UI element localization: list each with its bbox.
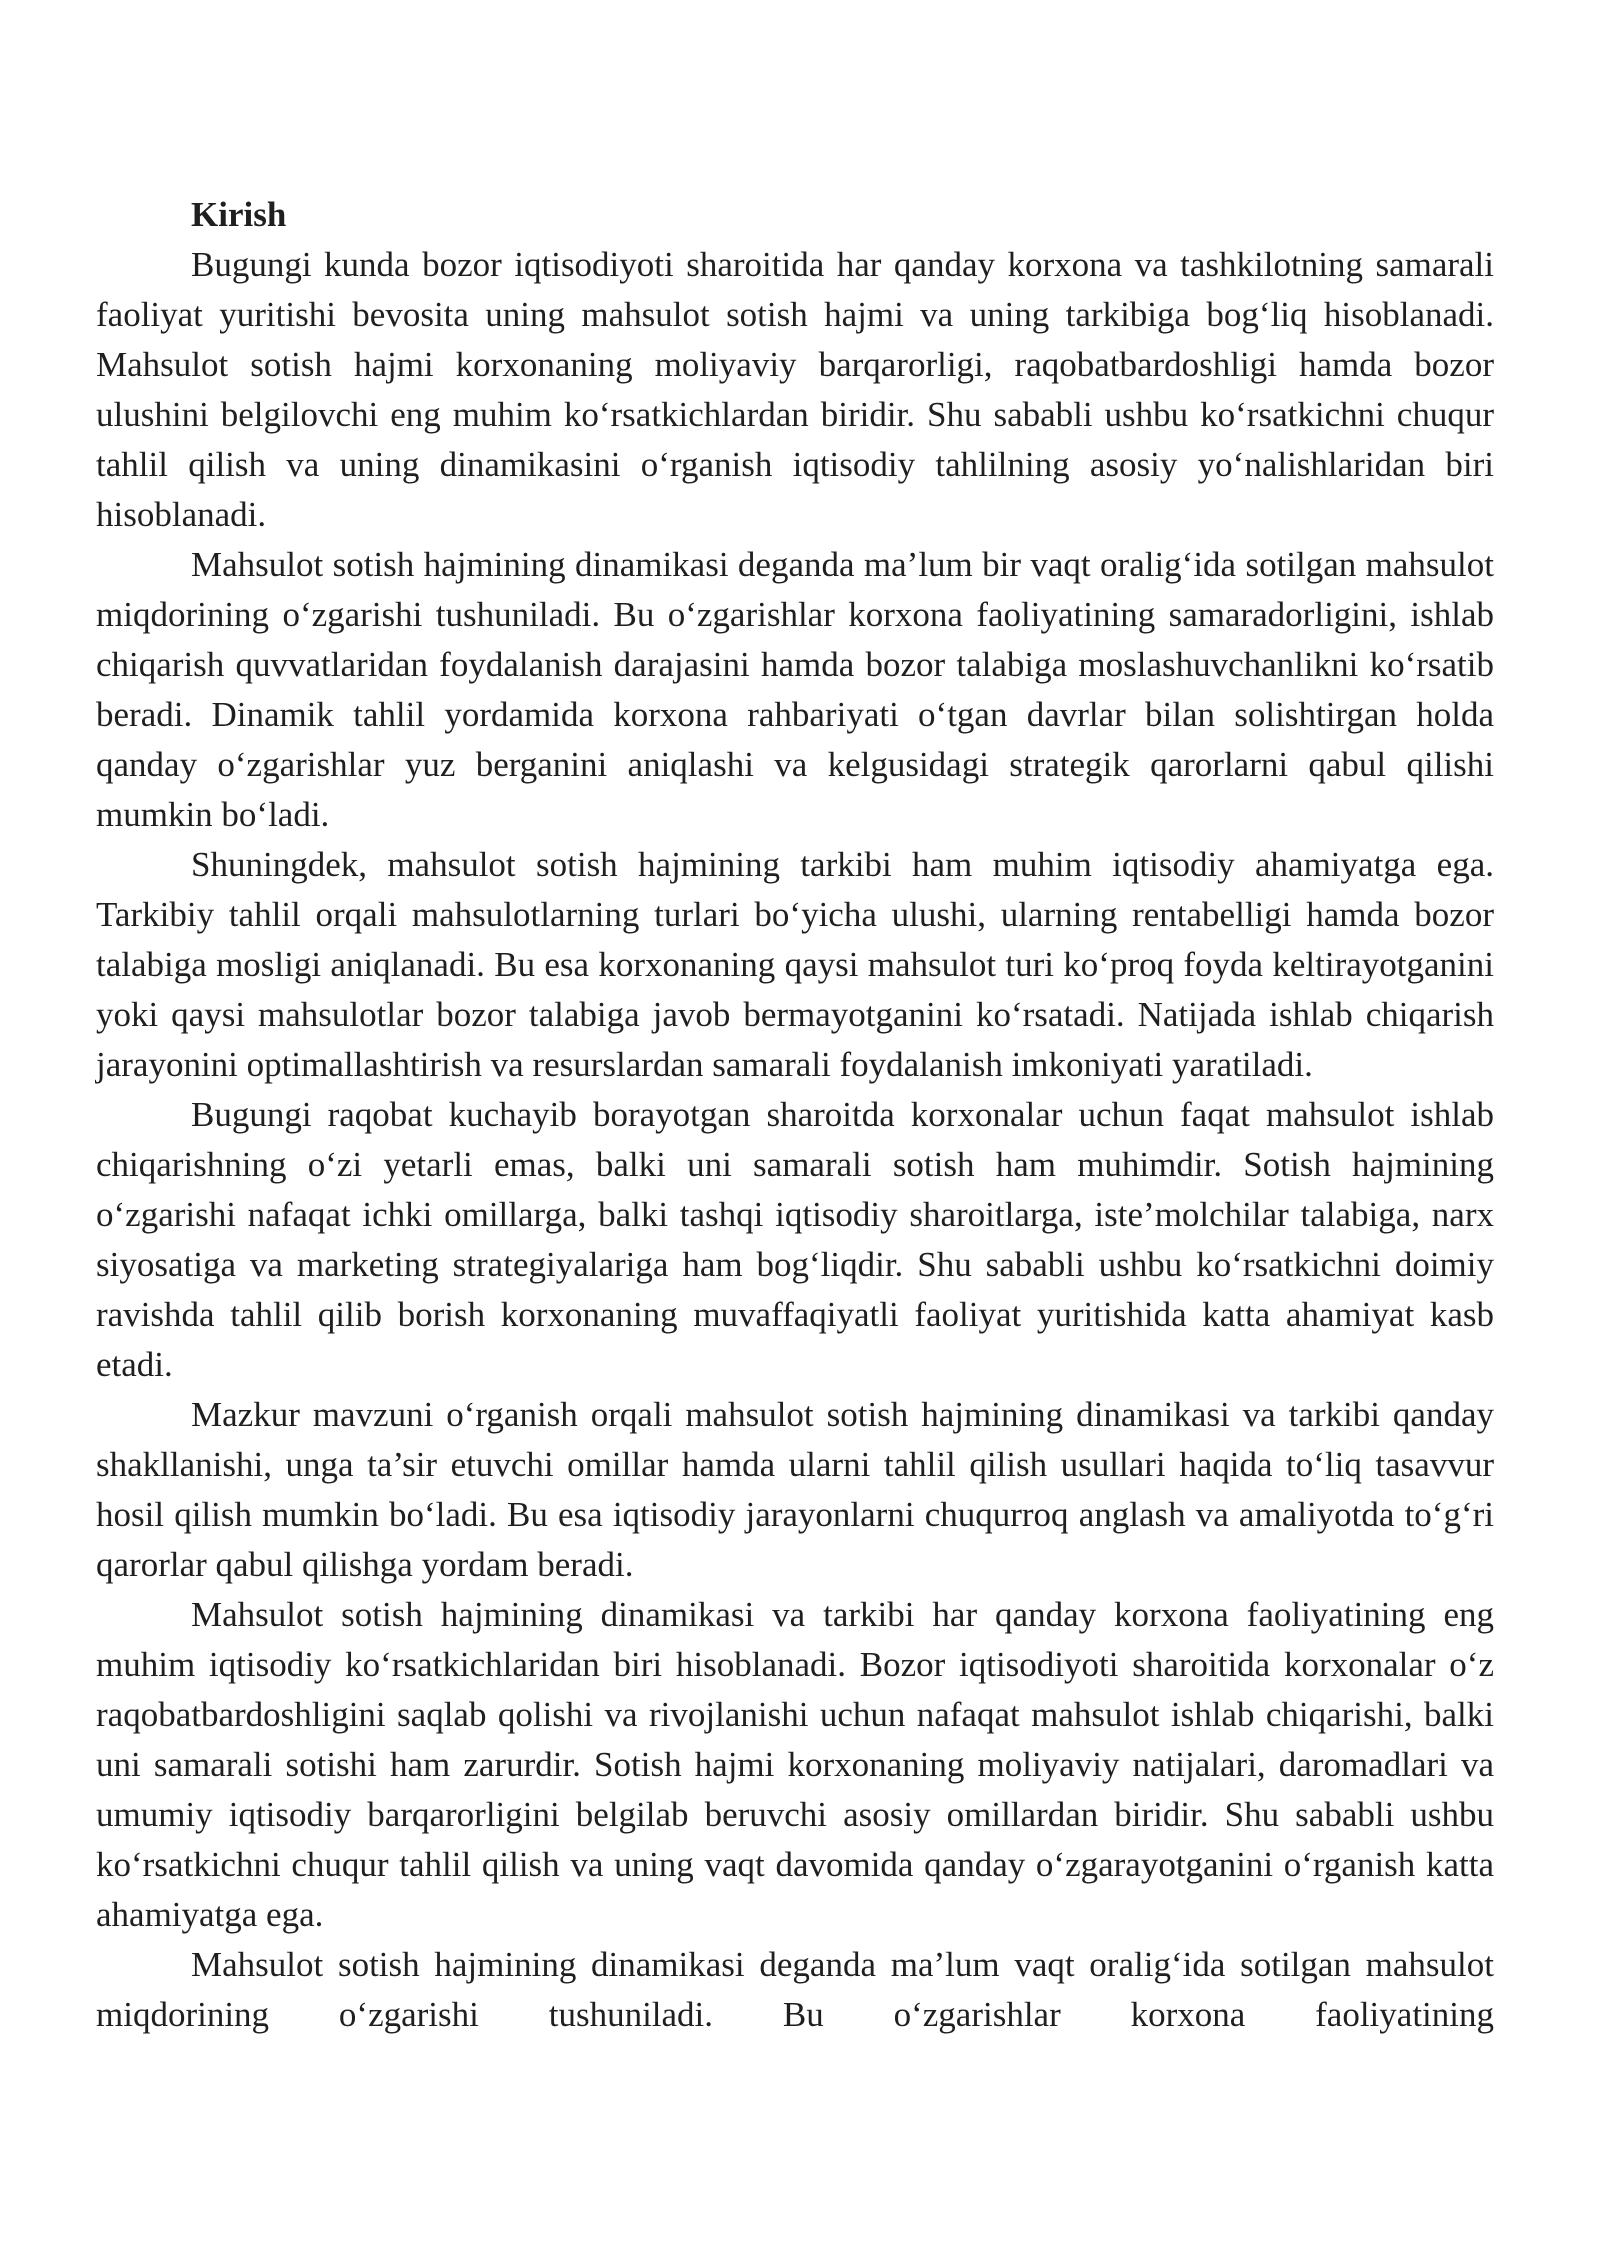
paragraph-5: Mazkur mavzuni o‘rganish orqali mahsulot sotish hajmining dinamikasi va tarkibi qanday shakllanishi, unga ta’sir etuvchi omillar hamda ularni tahlil qilish usullari haqida to‘liq tasavvur hosil qilish mumkin bo‘ladi. Bu esa iqtisodiy jarayonlarni chuqurroq anglash va amaliyotda to‘g‘ri qarorlar qabul qilishga yordam beradi.	[96, 1395, 1494, 1584]
paragraph-2: Mahsulot sotish hajmining dinamikasi deganda ma’lum bir vaqt oralig‘ida sotilgan mahsulot miqdorining o‘zgarishi tushuniladi. Bu o‘zgarishlar korxona faoliyatining samaradorligini, ishlab chiqarish quvvatlaridan foydalanish darajasini hamda bozor talabiga moslashuvchanlikni ko‘rsatib beradi. Dinamik tahlil yordamida korxona rahbariyati o‘tgan davrlar bilan solishtirgan holda qanday o‘zgarishlar yuz berganini aniqlashi va kelgusidagi strategik qarorlarni qabul qilishi mumkin bo‘ladi.	[96, 545, 1494, 834]
paragraph-4: Bugungi raqobat kuchayib borayotgan sharoitda korxonalar uchun faqat mahsulot ishlab chiqarishning o‘zi yetarli emas, balki uni samarali sotish ham muhimdir. Sotish hajmining o‘zgarishi nafaqat ichki omillarga, balki tashqi iqtisodiy sharoitlarga, iste’molchilar talabiga, narx siyosatiga va marketing strategiyalariga ham bog‘liqdir. Shu sababli ushbu ko‘rsatkichni doimiy ravishda tahlil qilib borish korxonaning muvaffaqiyatli faoliyat yuritishida katta ahamiyat kasb etadi.	[96, 1095, 1494, 1384]
paragraph-1: Bugungi kunda bozor iqtisodiyoti sharoitida har qanday korxona va tashkilotning samarali faoliyat yuritishi bevosita uning mahsulot sotish hajmi va uning tarkibiga bog‘liq hisoblanadi. Mahsulot sotish hajmi korxonaning moliyaviy barqarorligi, raqobatbardoshligi hamda bozor ulushini belgilovchi eng muhim ko‘rsatkichlardan biridir. Shu sababli ushbu ko‘rsatkichni chuqur tahlil qilish va uning dinamikasini o‘rganish iqtisodiy tahlilning asosiy yo‘nalishlaridan biri hisoblanadi.	[96, 245, 1494, 534]
paragraph-3: Shuningdek, mahsulot sotish hajmining tarkibi ham muhim iqtisodiy ahamiyatga ega. Tarkibiy tahlil orqali mahsulotlarning turlari bo‘yicha ulushi, ularning rentabelligi hamda bozor talabiga mosligi aniqlanadi. Bu esa korxonaning qaysi mahsulot turi ko‘proq foyda keltirayotganini yoki qaysi mahsulotlar bozor talabiga javob bermayotganini ko‘rsatadi. Natijada ishlab chiqarish jarayonini optimallashtirish va resurslardan samarali foydalanish imkoniyati yaratiladi.	[96, 845, 1494, 1084]
section-heading: Kirish	[191, 195, 287, 234]
document-page	[96, 190, 1494, 2040]
paragraph-6: Mahsulot sotish hajmining dinamikasi va tarkibi har qanday korxona faoliyatining eng muhim iqtisodiy ko‘rsatkichlaridan biri hisoblanadi. Bozor iqtisodiyoti sharoitida korxonalar o‘z raqobatbardoshligini saqlab qolishi va rivojlanishi uchun nafaqat mahsulot ishlab chiqarishi, balki uni samarali sotishi ham zarurdir. Sotish hajmi korxonaning moliyaviy natijalari, daromadlari va umumiy iqtisodiy barqarorligini belgilab beruvchi asosiy omillardan biridir. Shu sababli ushbu ko‘rsatkichni chuqur tahlil qilish va uning vaqt davomida qanday o‘zgarayotganini o‘rganish katta ahamiyatga ega.	[96, 1595, 1494, 1934]
paragraph-7: Mahsulot sotish hajmining dinamikasi deganda ma’lum vaqt oralig‘ida sotilgan mahsulot miqdorining o‘zgarishi tushuniladi. Bu o‘zgarishlar korxona faoliyatining	[96, 1945, 1494, 2034]
